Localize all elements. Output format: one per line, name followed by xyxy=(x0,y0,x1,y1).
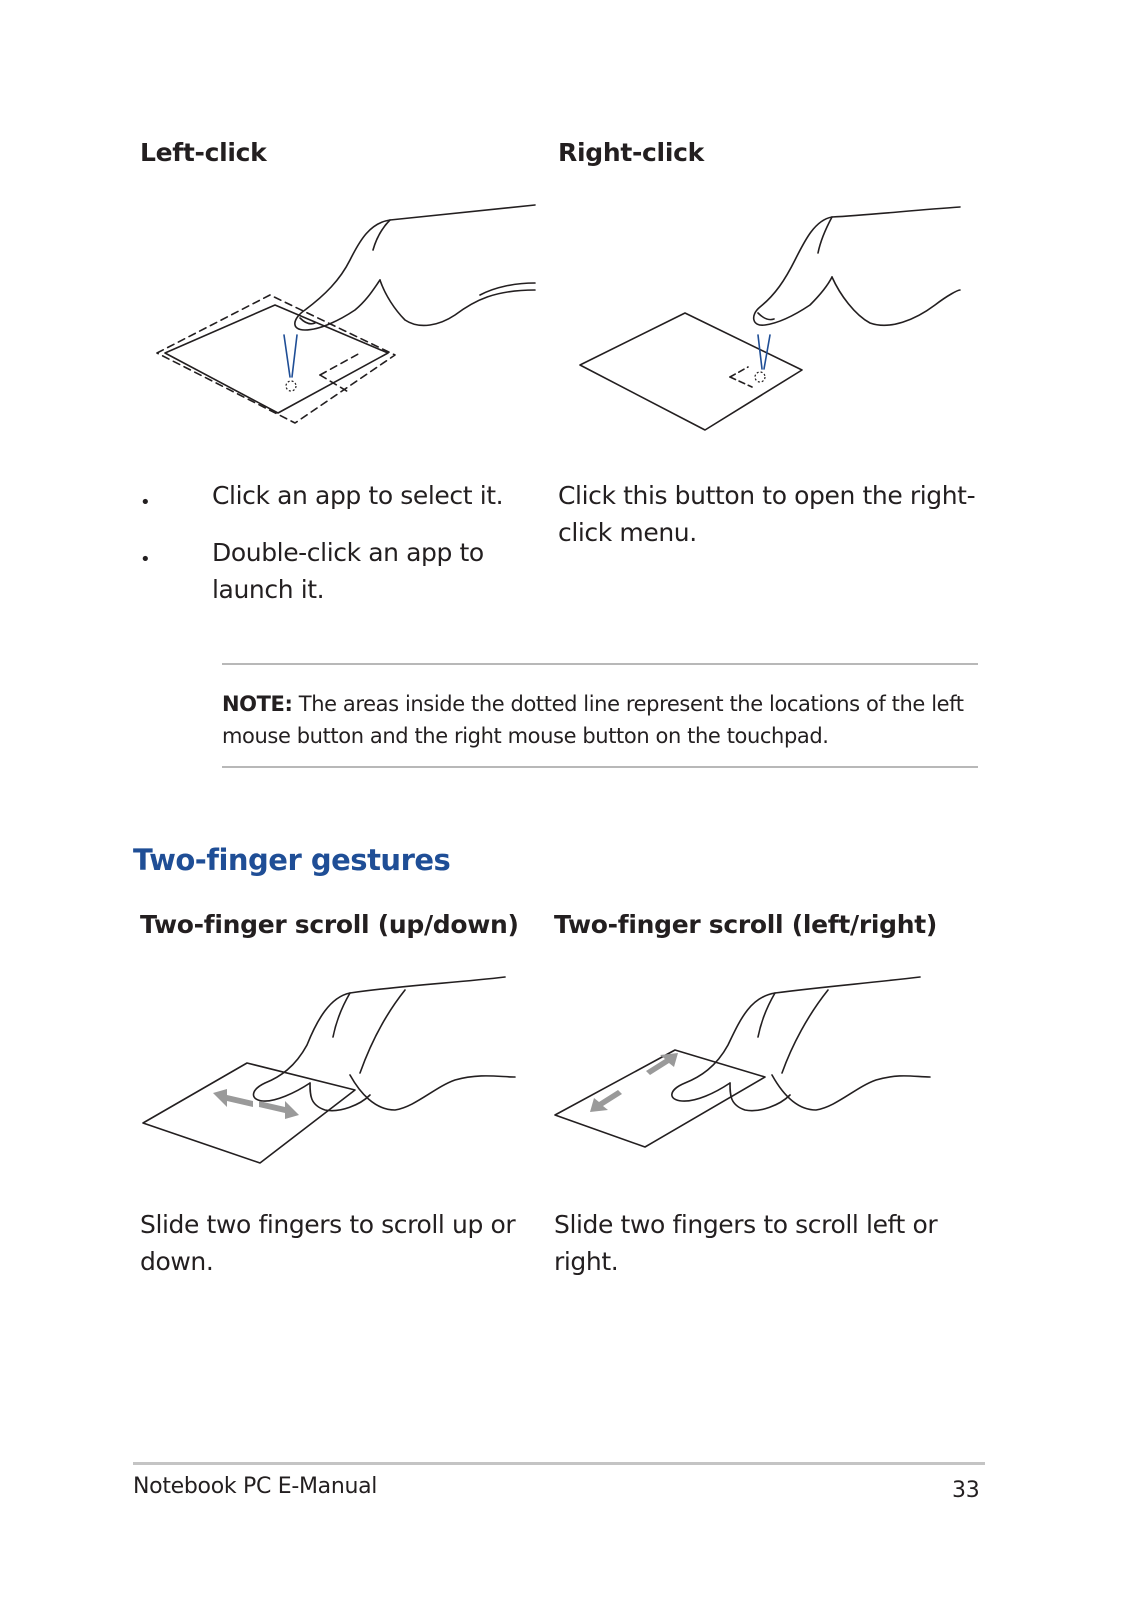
scroll-updown-illustration xyxy=(135,965,535,1175)
note-text: The areas inside the dotted line represent the locations of the left mouse button and the right mouse button on the touchpad. xyxy=(222,692,964,748)
note-block xyxy=(222,688,982,752)
scroll-leftright-illustration xyxy=(550,965,950,1175)
left-click-heading: Left-click xyxy=(140,138,267,167)
note-label: NOTE: xyxy=(222,692,293,716)
page-number: 33 xyxy=(952,1478,980,1503)
scroll-leftright-heading: Two-finger scroll (left/right) xyxy=(554,910,938,939)
scroll-leftright-description: Slide two fingers to scroll left or right. xyxy=(554,1210,938,1276)
right-click-touchpad-illustration xyxy=(570,195,990,435)
left-click-bullet-1: Click an app to select it. xyxy=(212,481,504,510)
footer-rule xyxy=(133,1462,985,1465)
section-title: Two-finger gestures xyxy=(133,843,451,877)
right-click-heading: Right-click xyxy=(558,138,704,167)
scroll-updown-description: Slide two fingers to scroll up or down. xyxy=(140,1210,516,1276)
footer-title: Notebook PC E-Manual xyxy=(133,1474,378,1499)
note-top-rule xyxy=(222,663,978,665)
bullet-marker: • xyxy=(140,492,151,513)
left-click-touchpad-illustration xyxy=(145,195,565,435)
bullet-marker: • xyxy=(140,549,151,570)
right-click-description: Click this button to open the right-click menu. xyxy=(558,481,976,547)
left-click-bullet-2: Double-click an app to launch it. xyxy=(212,538,484,604)
note-bottom-rule xyxy=(222,766,978,768)
scroll-updown-heading: Two-finger scroll (up/down) xyxy=(140,910,519,939)
